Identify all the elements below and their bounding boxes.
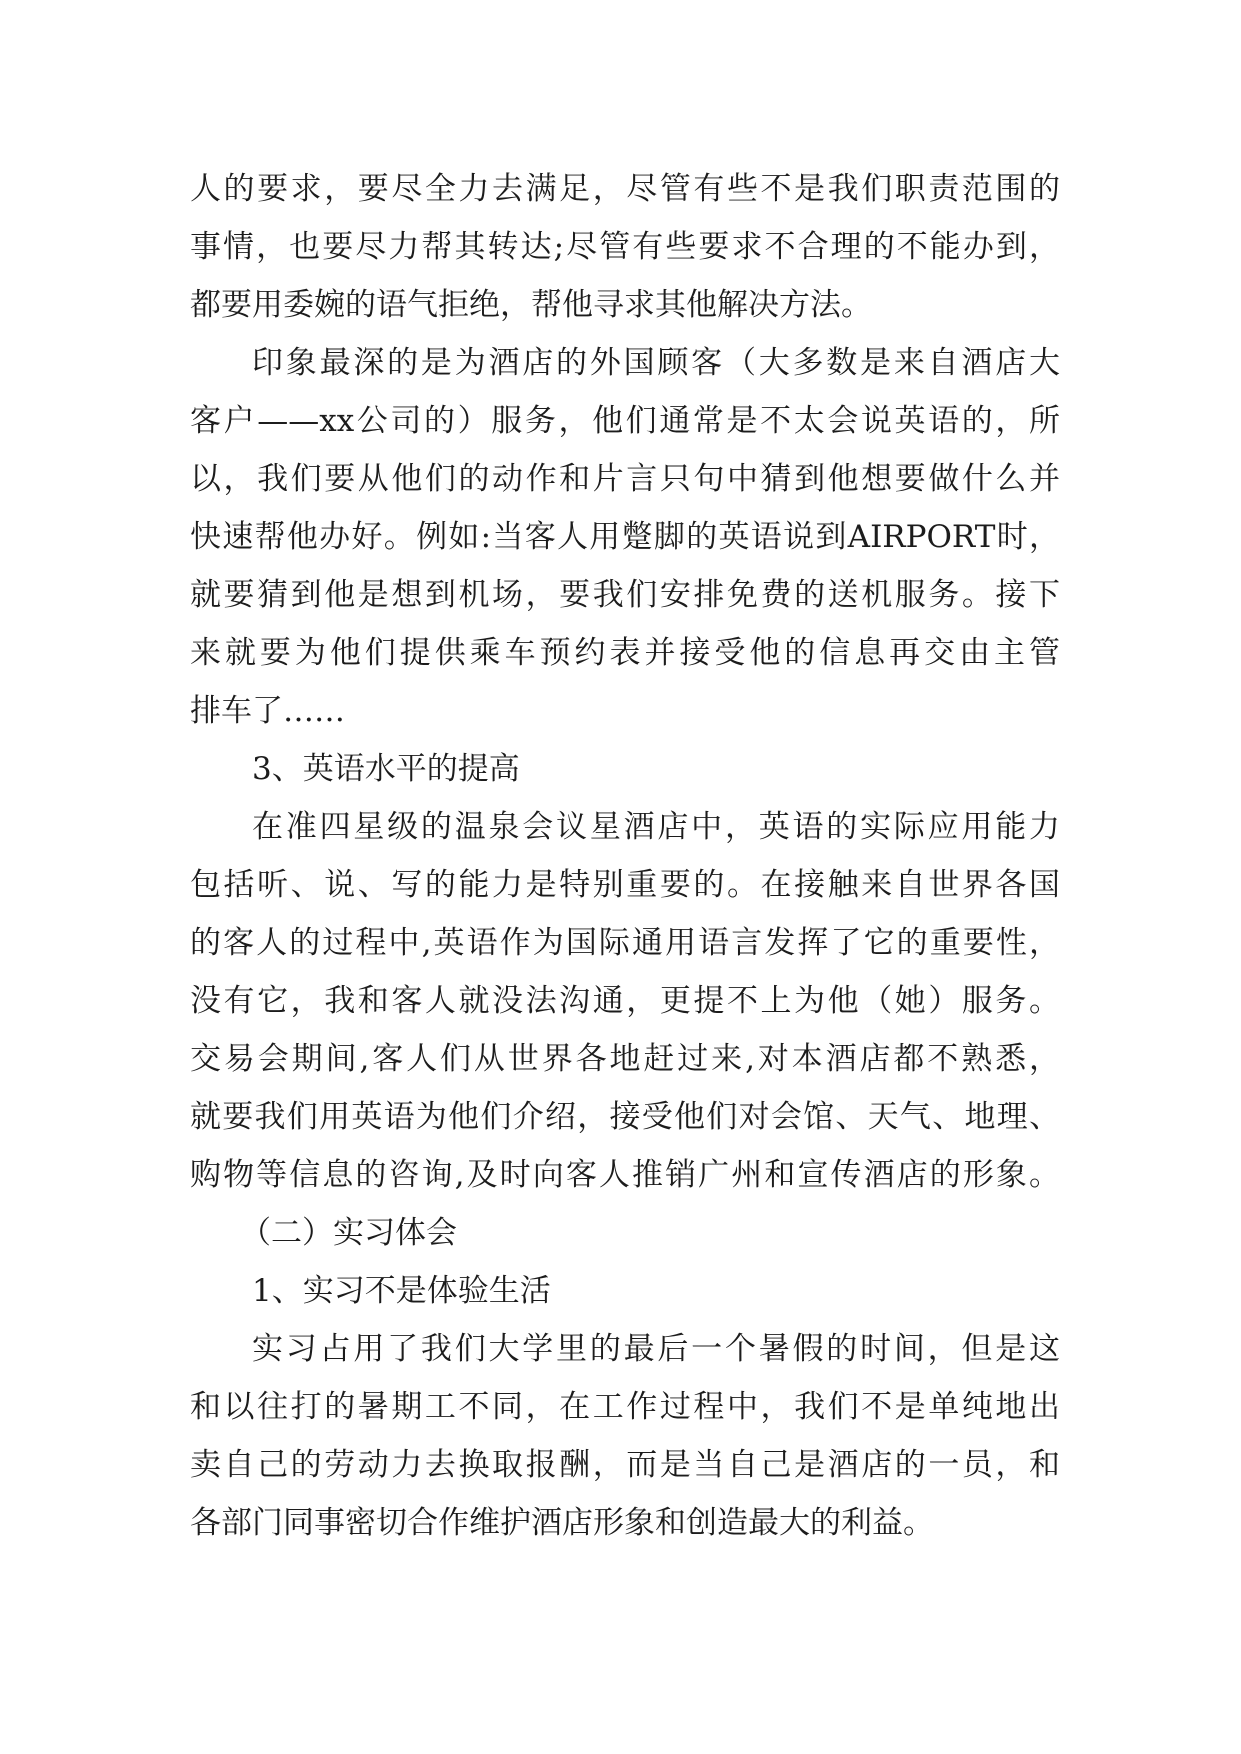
text-line: 快速帮他办好。例如:当客人用蹩脚的英语说到AIRPORT时， [190, 519, 1060, 555]
text-line: 都要用委婉的语气拒绝，帮他寻求其他解决方法。 [190, 287, 872, 323]
text-line: 交易会期间,客人们从世界各地赶过来,对本酒店都不熟悉， [190, 1041, 1060, 1077]
text-line: 和以往打的暑期工不同，在工作过程中，我们不是单纯地出 [190, 1389, 1060, 1425]
document-body [190, 160, 1060, 1552]
text-line: 的客人的过程中,英语作为国际通用语言发挥了它的重要性， [190, 925, 1060, 961]
text-line: 卖自己的劳动力去换取报酬，而是当自己是酒店的一员，和 [190, 1447, 1060, 1483]
text-line: 人的要求，要尽全力去满足，尽管有些不是我们职责范围的 [190, 171, 1060, 207]
text-line: 就要我们用英语为他们介绍，接受他们对会馆、天气、地理、 [190, 1099, 1060, 1135]
subsection-heading: 1、实习不是体验生活 [252, 1273, 551, 1309]
text-line: 事情，也要尽力帮其转达;尽管有些要求不合理的不能办到， [190, 229, 1060, 265]
paragraph-start-line: 在准四星级的温泉会议星酒店中，英语的实际应用能力 [252, 809, 1060, 845]
text-line: 就要猜到他是想到机场，要我们安排免费的送机服务。接下 [190, 577, 1060, 613]
text-line: 购物等信息的咨询,及时向客人推销广州和宣传酒店的形象。 [190, 1157, 1060, 1193]
text-line: 各部门同事密切合作维护酒店形象和创造最大的利益。 [190, 1505, 934, 1541]
section-heading: （二）实习体会 [240, 1215, 457, 1251]
text-line: 客户——xx公司的）服务，他们通常是不太会说英语的，所 [190, 403, 1060, 439]
text-line: 没有它，我和客人就没法沟通，更提不上为他（她）服务。 [190, 983, 1060, 1019]
paragraph-start-line: 印象最深的是为酒店的外国顾客（大多数是来自酒店大 [252, 345, 1060, 381]
text-line: 来就要为他们提供乘车预约表并接受他的信息再交由主管 [190, 635, 1060, 671]
text-line: 以，我们要从他们的动作和片言只句中猜到他想要做什么并 [190, 461, 1060, 497]
section-heading: 3、英语水平的提高 [252, 751, 520, 787]
text-line: 包括听、说、写的能力是特别重要的。在接触来自世界各国 [190, 867, 1060, 903]
paragraph-start-line: 实习占用了我们大学里的最后一个暑假的时间，但是这 [252, 1331, 1060, 1367]
text-line: 排车了…… [190, 693, 345, 729]
